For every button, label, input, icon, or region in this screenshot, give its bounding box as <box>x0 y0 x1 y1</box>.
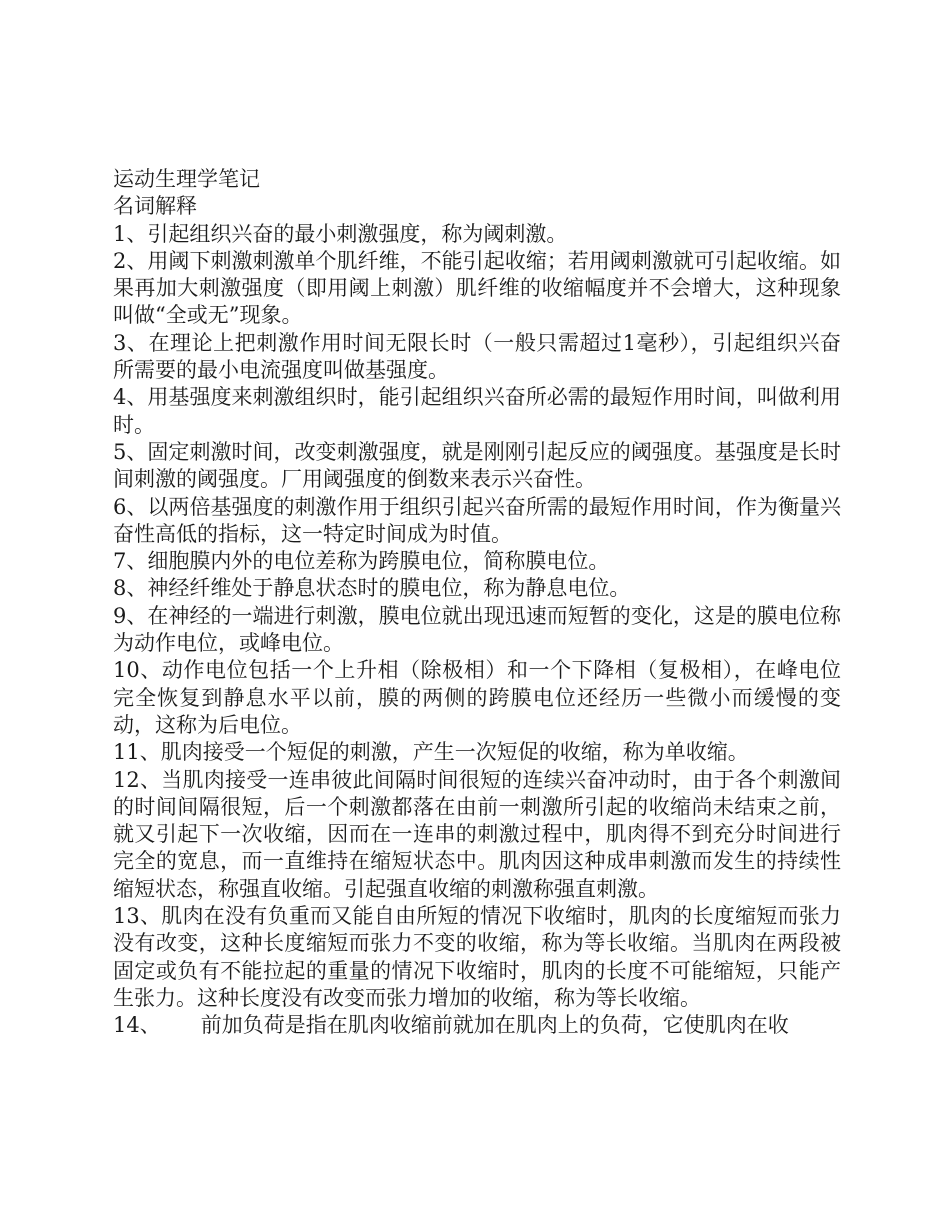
list-item <box>113 767 841 903</box>
list-item <box>113 494 841 549</box>
document-page <box>113 166 841 1040</box>
item-text: 在理论上把刺激作用时间无限长时（一般只需超过1毫秒），引起组织兴奋所需要的最小电流强度叫做基强度。 <box>113 330 841 383</box>
item-text: 肌肉接受一个短促的刺激，产生一次短促的收缩，称为单收缩。 <box>160 740 749 765</box>
list-item <box>113 439 841 494</box>
item-text: 动作电位包括一个上升相（除极相）和一个下降相（复极相），在峰电位完全恢复到静息水平以前，膜的两侧的跨膜电位还经历一些微小而缓慢的变动，这称为后电位。 <box>113 658 841 737</box>
item-text: 在神经的一端进行刺激，膜电位就出现迅速而短暂的变化，这是的膜电位称为动作电位，或峰电位。 <box>113 603 841 656</box>
list-item <box>113 330 841 385</box>
item-number: 7、 <box>113 549 148 574</box>
list-item <box>113 739 841 766</box>
item-number: 5、 <box>113 439 148 464</box>
item-number: 11、 <box>113 740 161 765</box>
item-number: 2、 <box>113 248 148 273</box>
item-number: 8、 <box>113 576 148 601</box>
item-text: 神经纤维处于静息状态时的膜电位，称为静息电位。 <box>147 576 631 601</box>
list-item <box>113 548 841 575</box>
item-number: 13、 <box>113 904 162 929</box>
item-text: 固定刺激时间，改变刺激强度，就是刚刚引起反应的阈强度。基强度是长时间刺激的阈强度。厂用阈强度的倒数来表示兴奋性。 <box>113 439 841 492</box>
item-text: 细胞膜内外的电位差称为跨膜电位，简称膜电位。 <box>147 549 610 574</box>
list-item <box>113 903 841 1012</box>
list-item <box>113 575 841 602</box>
list-item <box>113 657 841 739</box>
item-text: 前加负荷是指在肌肉收缩前就加在肌肉上的负荷，它使肌肉在收 <box>200 1013 789 1038</box>
list-item <box>113 603 841 658</box>
item-number: 9、 <box>113 603 148 628</box>
list-item <box>113 248 841 330</box>
document-title: 运动生理学笔记 <box>113 167 260 191</box>
item-text: 用阈下刺激刺激单个肌纤维，不能引起收缩；若用阈刺激就可引起收缩。如果再加大刺激强度（即用阈上刺激）肌纤维的收缩幅度并不会增大，这种现象叫做“全或无”现象。 <box>113 248 841 328</box>
list-item <box>113 384 841 439</box>
list-item <box>113 1012 841 1039</box>
item-number: 14、 <box>113 1013 201 1038</box>
item-number: 4、 <box>113 385 148 410</box>
item-text: 肌肉在没有负重而又能自由所短的情况下收缩时，肌肉的长度缩短而张力没有改变，这种长度缩短而张力不变的收缩，称为等长收缩。当肌肉在两段被固定或负有不能拉起的重量的情况下收缩时，肌肉的长度不可能缩短，只能产生张力。这种长度没有改变而张力增加的收缩，称为等长收缩。 <box>113 904 841 1010</box>
item-number: 12、 <box>113 767 162 792</box>
item-number: 10、 <box>113 658 162 683</box>
section-heading: 名词解释 <box>113 194 197 219</box>
list-item <box>113 221 841 248</box>
item-text: 引起组织兴奋的最小刺激强度，称为阈刺激。 <box>147 221 568 246</box>
item-text: 以两倍基强度的刺激作用于组织引起兴奋所需的最短作用时间，作为衡量兴奋性高低的指标，这一特定时间成为时值。 <box>113 494 841 546</box>
item-text: 用基强度来刺激组织时，能引起组织兴奋所必需的最短作用时间，叫做利用时。 <box>113 385 841 437</box>
item-text: 当肌肉接受一连串彼此间隔时间很短的连续兴奋冲动时，由于各个刺激间的时间间隔很短，后一个刺激都落在由前一刺激所引起的收缩尚未结束之前，就又引起下一次收缩，因而在一连串的刺激过程中，肌肉得不到充分时间进行完全的宽息，而一直维持在缩短状态中。肌肉因这种成串刺激而发生的持续性缩短状态，称强直收缩。引起强直收缩的刺激称强直刺激。 <box>113 767 841 901</box>
item-number: 3、 <box>113 330 149 355</box>
item-number: 6、 <box>113 494 148 519</box>
item-number: 1、 <box>113 221 148 246</box>
